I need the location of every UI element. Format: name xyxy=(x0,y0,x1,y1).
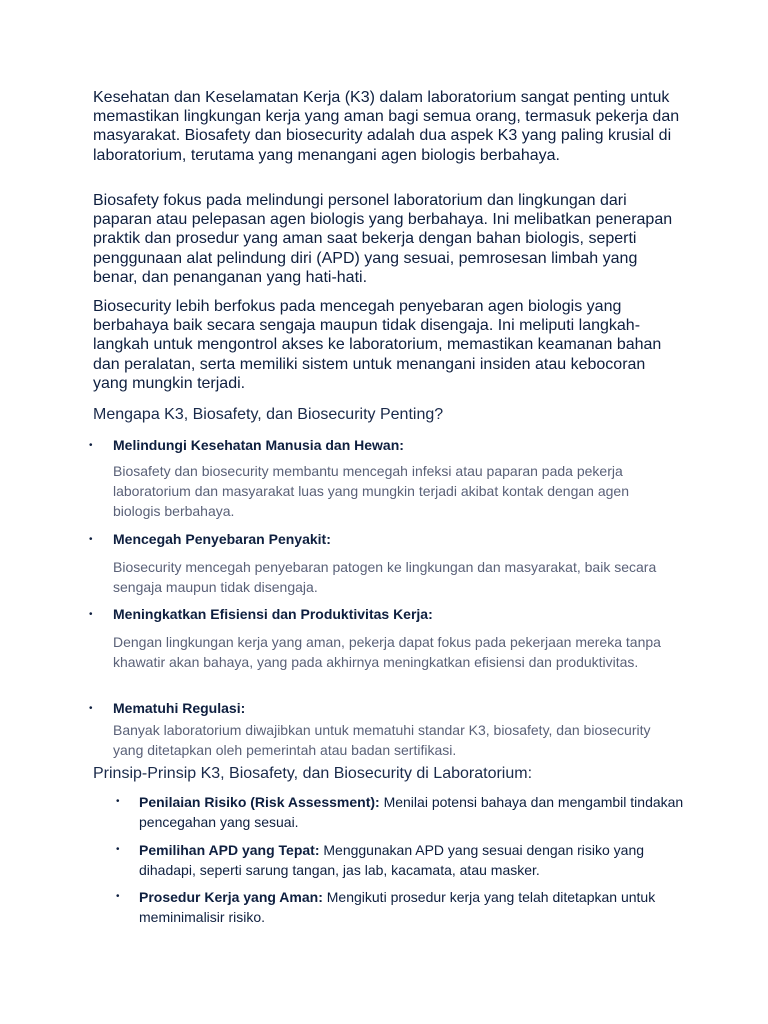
principle-term: Penilaian Risiko (Risk Assessment): xyxy=(139,794,380,810)
bullet-icon: • xyxy=(89,609,93,620)
principle-text xyxy=(139,887,684,927)
bullet-icon: • xyxy=(116,891,120,902)
principle-term: Prosedur Kerja yang Aman: xyxy=(139,889,323,905)
why-item-title: Melindungi Kesehatan Manusia dan Hewan: xyxy=(113,437,404,453)
principle-description: Menilai potensi bahaya dan mengambil tindakan pencegahan yang sesuai. xyxy=(139,794,684,830)
principle-text xyxy=(139,792,684,832)
why-item-description: Biosafety dan biosecurity membantu mencegah infeksi atau paparan pada pekerja laboratorium dan masyarakat luas yang mungkin terjadi akibat kontak dengan agen biologis berbahaya. xyxy=(113,463,629,519)
principle-text xyxy=(139,840,684,880)
why-heading: Mengapa K3, Biosafety, dan Biosecurity Penting? xyxy=(93,406,444,423)
principles-heading: Prinsip-Prinsip K3, Biosafety, dan Biosecurity di Laboratorium: xyxy=(93,765,533,782)
why-item-title: Meningkatkan Efisiensi dan Produktivitas Kerja: xyxy=(113,606,433,622)
why-item-title: Mencegah Penyebaran Penyakit: xyxy=(113,531,331,547)
bullet-icon: • xyxy=(89,703,93,714)
why-item-description: Banyak laboratorium diwajibkan untuk mematuhi standar K3, biosafety, dan biosecurity yang ditetapkan oleh pemerintah atau badan sertifikasi. xyxy=(113,722,651,758)
principle-term: Pemilihan APD yang Tepat: xyxy=(139,842,320,858)
why-item-description: Dengan lingkungan kerja yang aman, pekerja dapat fokus pada pekerjaan mereka tanpa khawatir akan bahaya, yang pada akhirnya meningkatkan efisiensi dan produktivitas. xyxy=(113,634,661,670)
why-item-description: Biosecurity mencegah penyebaran patogen ke lingkungan dan masyarakat, baik secara sengaja maupun tidak disengaja. xyxy=(113,559,657,595)
bullet-icon: • xyxy=(116,796,120,807)
principle-description: Mengikuti prosedur kerja yang telah ditetapkan untuk meminimalisir risiko. xyxy=(139,889,656,925)
bullet-icon: • xyxy=(116,844,120,855)
intro-paragraph-biosafety: Biosafety fokus pada melindungi personel laboratorium dan lingkungan dari paparan atau pelepasan agen biologis yang berbahaya. Ini melibatkan penerapan praktik dan prosedur yang aman saat bekerja dengan bahan biologis, seperti penggunaan alat pelindung diri (APD) yang sesuai, pemrosesan limbah yang benar, dan penanganan yang hati-hati. xyxy=(93,192,673,286)
bullet-icon: • xyxy=(89,534,93,545)
principle-description: Menggunakan APD yang sesuai dengan risiko yang dihadapi, seperti sarung tangan, jas lab, kacamata, atau masker. xyxy=(139,842,645,878)
bullet-icon: • xyxy=(89,440,93,451)
why-item-title: Mematuhi Regulasi: xyxy=(113,700,246,716)
intro-paragraph-k3: Kesehatan dan Keselamatan Kerja (K3) dalam laboratorium sangat penting untuk memastikan lingkungan kerja yang aman bagi semua orang, termasuk pekerja dan masyarakat. Biosafety dan biosecurity adalah dua aspek K3 yang paling krusial di laboratorium, terutama yang menangani agen biologis berbahaya. xyxy=(93,89,680,164)
intro-paragraph-biosecurity: Biosecurity lebih berfokus pada mencegah penyebaran agen biologis yang berbahaya baik secara sengaja maupun tidak disengaja. Ini meliputi langkah-langkah untuk mengontrol akses ke laboratorium, memastikan keamanan bahan dan peralatan, serta memiliki sistem untuk menangani insiden atau kebocoran yang mungkin terjadi. xyxy=(93,298,662,392)
